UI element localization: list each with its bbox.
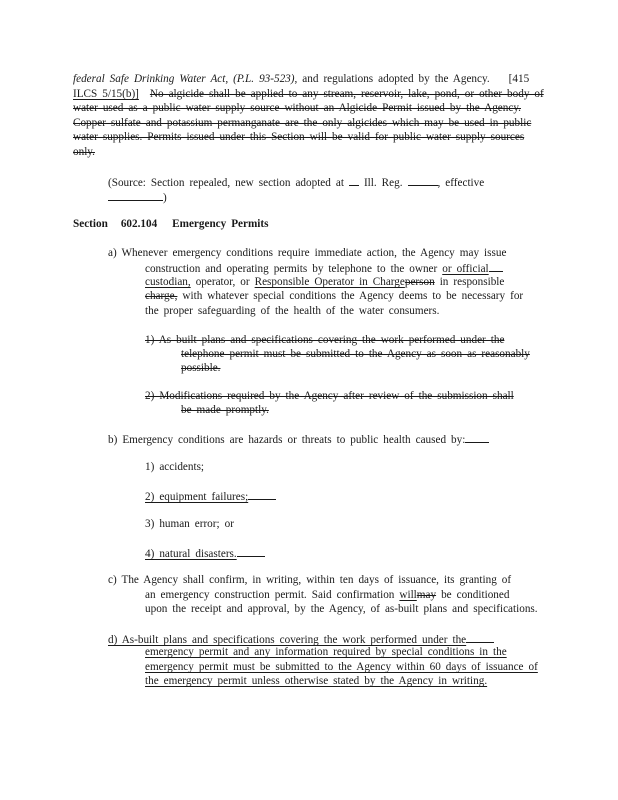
- inserted-text: the emergency permit unless otherwise stated by the Agency in writing.: [145, 675, 488, 687]
- para-a-line-5: [145, 305, 439, 318]
- para-a-line-4: [145, 290, 523, 303]
- deleted-text: Copper sulfate and potassium permanganate are the only algicides which may be used in public: [73, 117, 532, 129]
- para-d-line-3: [145, 661, 538, 674]
- para-a2-line-1: [145, 390, 514, 403]
- para-a1-line-3: [181, 362, 220, 375]
- deleted-text: person: [404, 276, 435, 288]
- para-a-line-1: [108, 247, 506, 260]
- para-a-text: in responsible: [439, 276, 505, 288]
- para-a-text: construction and operating permits by telephone to the owner: [145, 263, 438, 275]
- statute-citation-end: ILCS 5/15(b)]: [73, 88, 139, 100]
- deleted-text: telephone permit must be submitted to the Agency as soon as reasonably: [181, 348, 530, 360]
- source-line-2: [108, 190, 167, 205]
- statute-citation-start: [415: [508, 73, 530, 85]
- deleted-text: charge,: [145, 290, 178, 302]
- inserted-text: 4) natural disasters.: [145, 548, 237, 560]
- para-c-line-1: [108, 574, 511, 587]
- list-item: 3) human error; or: [145, 518, 234, 530]
- intro-line-2: [73, 88, 544, 101]
- deleted-text: be made promptly.: [181, 404, 269, 416]
- para-c-text: be conditioned: [441, 589, 510, 601]
- para-b-item-3: [145, 518, 234, 531]
- source-effective: , effective: [437, 177, 485, 189]
- section-title: Emergency Permits: [172, 218, 269, 230]
- inserted-text: custodian,: [145, 276, 191, 288]
- underline-trail: [489, 261, 503, 272]
- deleted-text: 2) Modifications required by the Agency after review of the submission shall: [145, 390, 514, 402]
- date-blank: [108, 190, 163, 201]
- section-number: 602.104: [120, 218, 158, 230]
- inserted-text: or official: [442, 263, 489, 275]
- source-close: ): [163, 192, 167, 204]
- source-line-1: [108, 175, 484, 190]
- para-d-line-2: [145, 646, 507, 659]
- list-item: 1) accidents;: [145, 461, 205, 473]
- underline-trail: [465, 432, 489, 443]
- underline-trail: [466, 632, 494, 643]
- section-heading: [73, 218, 269, 231]
- inserted-text: 2) equipment failures;: [145, 491, 249, 503]
- para-a-line-3: [145, 276, 504, 289]
- inserted-text: will: [399, 589, 417, 601]
- intro-line-5: [73, 131, 524, 144]
- inserted-text: emergency permit and any information required by special conditions in the: [145, 646, 507, 658]
- para-b-item-2: [145, 489, 276, 504]
- deleted-text: water used as a public water supply source without an Algicide Permit issued by the Agency.: [73, 102, 521, 114]
- para-a1-line-1: [145, 333, 534, 347]
- intro-line-4: [73, 117, 531, 130]
- para-a-text: operator, or: [195, 276, 250, 288]
- para-d-line-1: [108, 632, 494, 647]
- para-c-text: an emergency construction permit. Said confirmation: [145, 589, 395, 601]
- volume-blank: [349, 175, 359, 186]
- underline-trail: [248, 489, 276, 500]
- para-a-text: a) Whenever emergency conditions require immediate action, the Agency may issue: [108, 247, 507, 259]
- para-a2-line-2: [181, 404, 269, 417]
- para-c-text: upon the receipt and approval, by the Agency, of as-built plans and specifications.: [145, 603, 538, 615]
- para-c-text: c) The Agency shall confirm, in writing, within ten days of issuance, its granting of: [108, 574, 512, 586]
- intro-line-3: [73, 102, 521, 115]
- para-b-item-4: [145, 546, 265, 561]
- strike-trail: [504, 333, 534, 343]
- deleted-text: No algicide shall be applied to any stream, reservoir, lake, pond, or other body of: [149, 88, 544, 100]
- deleted-text: may: [416, 589, 437, 601]
- para-a1-line-2: [181, 348, 530, 361]
- para-a-text: the proper safeguarding of the health of the water consumers.: [145, 305, 440, 317]
- inserted-text: d) As-built plans and specifications covering the work performed under the: [108, 634, 467, 646]
- page-blank: [408, 175, 438, 186]
- inserted-text: emergency permit must be submitted to the Agency within 60 days of issuance of: [145, 661, 538, 673]
- para-d-line-4: [145, 675, 487, 688]
- para-b-text: b) Emergency conditions are hazards or threats to public health caused by:: [108, 434, 466, 446]
- para-a-line-2: [145, 261, 503, 276]
- deleted-text: 1) As built plans and specifications covering the work performed under the: [145, 334, 505, 346]
- para-c-line-3: [145, 603, 538, 616]
- underline-trail: [237, 546, 265, 557]
- intro-line-6: [73, 146, 95, 159]
- para-c-line-2: [145, 589, 509, 602]
- source-text: (Source: Section repealed, new section adopted at: [108, 177, 344, 189]
- source-reg: Ill. Reg.: [363, 177, 403, 189]
- deleted-text: possible.: [181, 362, 221, 374]
- intro-text: , and regulations adopted by the Agency.: [294, 73, 490, 85]
- act-citation: federal Safe Drinking Water Act, (P.L. 93-523): [73, 73, 295, 85]
- para-b-line-1: [108, 432, 489, 447]
- deleted-text: only.: [73, 146, 95, 158]
- inserted-text: Responsible Operator in Charge: [254, 276, 405, 288]
- para-a-text: with whatever special conditions the Agency deems to be necessary for: [182, 290, 524, 302]
- intro-line-1: [73, 73, 529, 86]
- section-label: Section: [73, 218, 108, 230]
- deleted-text: water supplies. Permits issued under this Section will be valid for public water supply sources: [73, 131, 525, 143]
- para-b-item-1: [145, 461, 204, 474]
